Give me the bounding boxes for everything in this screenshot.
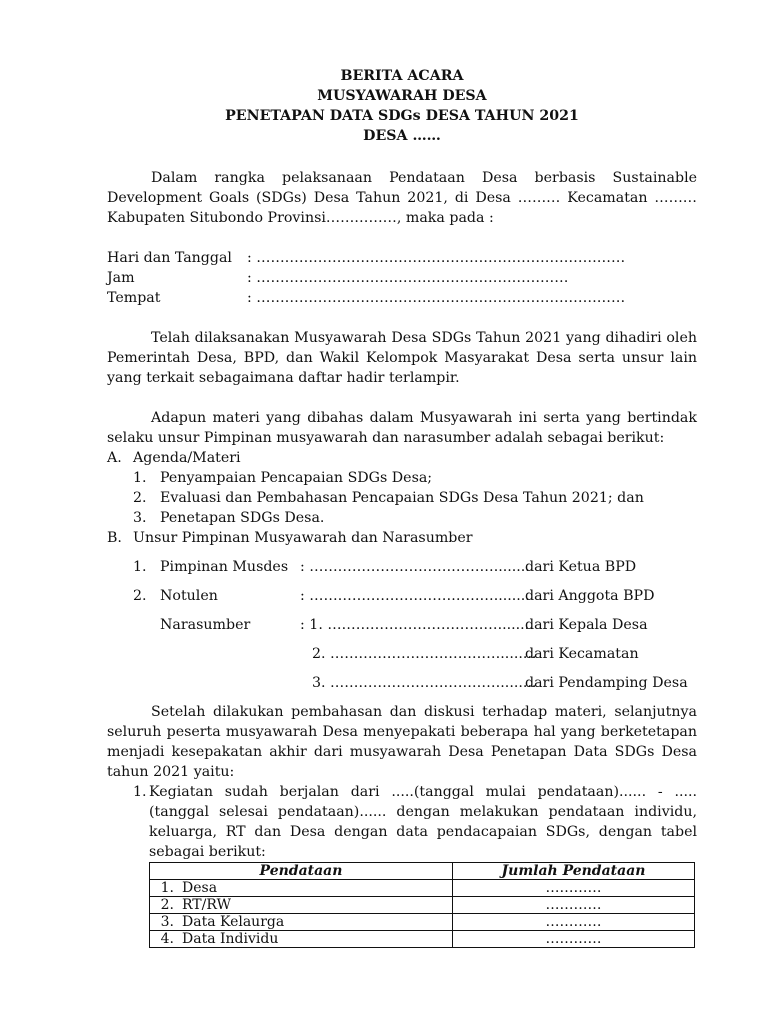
title-line-1: BERITA ACARA <box>340 68 464 84</box>
leadership-row <box>107 615 697 644</box>
document-page <box>107 66 697 948</box>
row-blank: : 1. ………………………………........ <box>300 617 534 633</box>
intro-paragraph: Dalam rangka pelaksanaan Pendataan Desa berbasis Sustainable Development Goals (SDGs) Desa Tahun 2021, di Desa ……… Kecamatan ……… Kabupaten Situbondo Provinsi……………, maka pada : <box>107 170 697 226</box>
meeting-value: : ………………………………………………………… <box>247 270 569 286</box>
document-title <box>107 66 697 146</box>
row-source: dari Pendamping Desa <box>525 675 688 691</box>
row-number: 2. <box>133 588 147 604</box>
meeting-value: : …………………………………………………………………… <box>247 250 626 266</box>
row-blank: : …………………………………........ <box>300 559 530 575</box>
column-header: Pendataan <box>150 863 453 880</box>
leadership-list <box>107 557 697 702</box>
table-cell-count: ………… <box>453 914 695 931</box>
item-number: 1. <box>133 470 147 486</box>
item-text: Penyampaian Pencapaian SDGs Desa; <box>160 470 433 486</box>
row-role: Pimpinan Musdes <box>160 559 289 575</box>
row-source: dari Anggota BPD <box>525 588 655 604</box>
row-label: RT/RW <box>182 897 231 913</box>
table-cell-name <box>150 914 453 931</box>
item-number: 1. <box>133 784 147 800</box>
item-text: Evaluasi dan Pembahasan Pencapaian SDGs Desa Tahun 2021; dan <box>160 490 644 506</box>
row-number: 1. <box>133 559 147 575</box>
table-row <box>150 914 695 931</box>
agenda-intro-paragraph: Adapun materi yang dibahas dalam Musyawarah ini serta yang bertindak selaku unsur Pimpinan musyawarah dan narasumber adalah sebagai berikut: <box>107 410 697 446</box>
row-role: Narasumber <box>160 617 251 633</box>
result-item <box>107 782 697 862</box>
row-blank: 3. ………………………………........ <box>312 675 537 691</box>
table-cell-count: ………… <box>453 931 695 948</box>
table-header-row <box>150 863 695 880</box>
attendance-paragraph: Telah dilaksanakan Musyawarah Desa SDGs Tahun 2021 yang dihadiri oleh Pemerintah Desa, BPD, dan Wakil Kelompok Masyarakat Desa serta unsur lain yang terkait sebagaimana daftar hadir terlampir. <box>107 330 697 386</box>
meeting-row-place <box>107 288 697 308</box>
agenda-item <box>107 468 697 488</box>
row-label: Data Kelaurga <box>182 914 285 930</box>
row-blank: 2. ………………………………........ <box>312 646 537 662</box>
meeting-value: : …………………………………………………………………… <box>247 290 626 306</box>
leadership-row <box>107 673 697 702</box>
table-row <box>150 880 695 897</box>
data-collection-table <box>149 862 695 948</box>
section-b-heading <box>107 528 697 548</box>
row-number: 3. <box>160 914 174 930</box>
meeting-label: Tempat <box>107 290 161 306</box>
table-cell-count: ………… <box>453 897 695 914</box>
row-label: Data Individu <box>182 931 279 947</box>
meeting-details <box>107 248 697 308</box>
agenda-item <box>107 508 697 528</box>
leadership-row <box>107 557 697 586</box>
table-cell-count: ………… <box>453 880 695 897</box>
leadership-row <box>107 644 697 673</box>
meeting-row-time <box>107 268 697 288</box>
row-role: Notulen <box>160 588 218 604</box>
row-source: dari Ketua BPD <box>525 559 637 575</box>
meeting-row-date <box>107 248 697 268</box>
meeting-label: Jam <box>107 270 135 286</box>
row-number: 2. <box>160 897 174 913</box>
table-cell-name <box>150 931 453 948</box>
meeting-label: Hari dan Tanggal <box>107 250 232 266</box>
row-source: dari Kepala Desa <box>525 617 648 633</box>
title-line-2: MUSYAWARAH DESA <box>317 88 487 104</box>
item-number: 3. <box>133 510 147 526</box>
title-line-3: PENETAPAN DATA SDGs DESA TAHUN 2021 <box>225 108 579 124</box>
title-line-4: DESA …… <box>363 128 441 144</box>
row-number: 1. <box>160 880 174 896</box>
row-blank: : …………………………………........ <box>300 588 530 604</box>
agreement-paragraph: Setelah dilakukan pembahasan dan diskusi terhadap materi, selanjutnya seluruh peserta musyawarah Desa menyepakati beberapa hal yang berketetapan menjadi kesepakatan akhir dari musyawarah Desa Penetapan Data SDGs Desa tahun 2021 yaitu: <box>107 704 697 780</box>
section-marker: A. <box>107 450 122 466</box>
item-number: 2. <box>133 490 147 506</box>
section-title: Agenda/Materi <box>133 450 241 466</box>
row-source: dari Kecamatan <box>525 646 639 662</box>
row-number: 4. <box>160 931 174 947</box>
section-title: Unsur Pimpinan Musyawarah dan Narasumber <box>133 530 473 546</box>
section-a-heading <box>107 448 697 468</box>
column-header: Jumlah Pendataan <box>453 863 695 880</box>
section-marker: B. <box>107 530 122 546</box>
leadership-row <box>107 586 697 615</box>
item-text: Penetapan SDGs Desa. <box>160 510 325 526</box>
agenda-item <box>107 488 697 508</box>
item-text: Kegiatan sudah berjalan dari .....(tanggal mulai pendataan)...... - ..... (tanggal selesai pendataan)...... dengan melakukan pendataan individu, keluarga, RT dan Desa dengan data pendacapaian SDGs, dengan tabel sebagai berikut: <box>149 784 697 860</box>
table-row <box>150 931 695 948</box>
row-label: Desa <box>182 880 218 896</box>
table-cell-name <box>150 880 453 897</box>
table-row <box>150 897 695 914</box>
table-cell-name <box>150 897 453 914</box>
